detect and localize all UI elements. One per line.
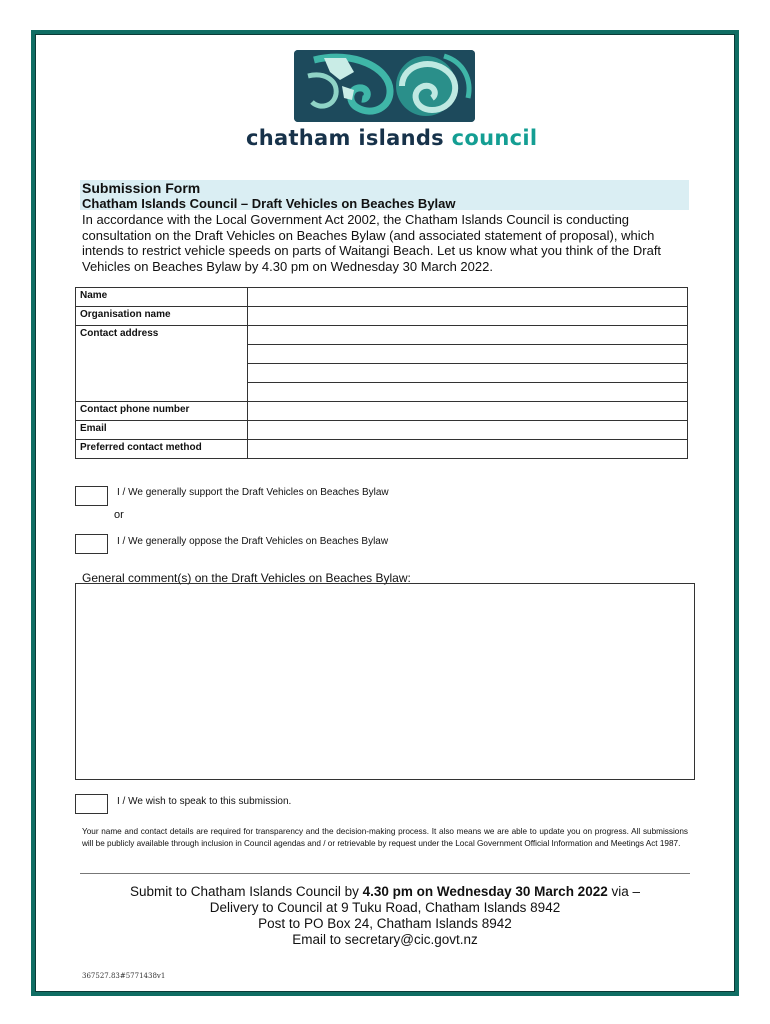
document-reference: 367527.83#5771438v1 <box>82 972 166 980</box>
form-title: Submission Form <box>82 180 201 196</box>
phone-field[interactable] <box>247 402 687 421</box>
table-row <box>76 440 688 459</box>
support-checkbox[interactable] <box>75 486 108 506</box>
address-label: Contact address <box>76 326 248 402</box>
name-label: Name <box>76 288 248 307</box>
oppose-checkbox[interactable] <box>75 534 108 554</box>
address-field-line-1[interactable] <box>247 326 687 345</box>
deadline-date: 4.30 pm on Wednesday 30 March 2022 <box>362 884 608 899</box>
phone-label: Contact phone number <box>76 402 248 421</box>
email-field[interactable] <box>247 421 687 440</box>
comments-textarea[interactable] <box>75 583 695 780</box>
address-field-line-4[interactable] <box>247 383 687 402</box>
speak-checkbox[interactable] <box>75 794 108 814</box>
table-row <box>76 421 688 440</box>
comments-label: General comment(s) on the Draft Vehicles on Beaches Bylaw: <box>82 571 411 585</box>
organisation-label: Organisation name <box>76 307 248 326</box>
deadline-line <box>80 884 690 900</box>
speak-label: I / We wish to speak to this submission. <box>117 796 292 807</box>
contact-method-field[interactable] <box>247 440 687 459</box>
wordmark-council: council <box>451 126 538 150</box>
table-row <box>76 307 688 326</box>
koru-logo-icon <box>294 50 475 122</box>
name-field[interactable] <box>247 288 687 307</box>
intro-paragraph: In accordance with the Local Government Act 2002, the Chatham Islands Council is conducting consultation on the Draft Vehicles on Beaches Bylaw (and associated statement of proposal), which intends to restrict vehicle speeds on parts of Waitangi Beach. Let us know what you think of the Draft Vehicles on Beaches Bylaw by 4.30 pm on Wednesday 30 March 2022. <box>82 212 662 274</box>
organisation-field[interactable] <box>247 307 687 326</box>
or-label: or <box>114 509 124 521</box>
divider <box>80 873 690 874</box>
address-field-line-2[interactable] <box>247 345 687 364</box>
table-row <box>76 326 688 345</box>
form-subtitle: Chatham Islands Council – Draft Vehicles on Beaches Bylaw <box>82 196 456 211</box>
contact-method-label: Preferred contact method <box>76 440 248 459</box>
support-label: I / We generally support the Draft Vehicles on Beaches Bylaw <box>117 487 389 498</box>
delivery-line: Delivery to Council at 9 Tuku Road, Chatham Islands 8942 <box>209 900 561 915</box>
email-label: Email <box>76 421 248 440</box>
council-logo <box>294 50 475 122</box>
address-field-line-3[interactable] <box>247 364 687 383</box>
council-wordmark <box>246 126 536 150</box>
oppose-label: I / We generally oppose the Draft Vehicles on Beaches Bylaw <box>117 536 389 547</box>
contact-details-table <box>75 287 688 459</box>
wordmark-chatham: chatham islands <box>246 126 444 150</box>
email-line: Email to secretary@cic.govt.nz <box>292 932 478 947</box>
post-line: Post to PO Box 24, Chatham Islands 8942 <box>258 916 512 931</box>
table-row <box>76 288 688 307</box>
submission-instructions <box>80 884 690 948</box>
table-row <box>76 402 688 421</box>
deadline-prefix: Submit to Chatham Islands Council by <box>129 884 363 899</box>
deadline-suffix: via – <box>607 884 640 899</box>
privacy-notice: Your name and contact details are required for transparency and the decision-making process. It also means we are able to update you on progress. All submissions will be publicly available through inclusion in Council agendas and / or retrievable by request under the Local Government Official Information and Meetings Act 1987. <box>82 827 688 848</box>
